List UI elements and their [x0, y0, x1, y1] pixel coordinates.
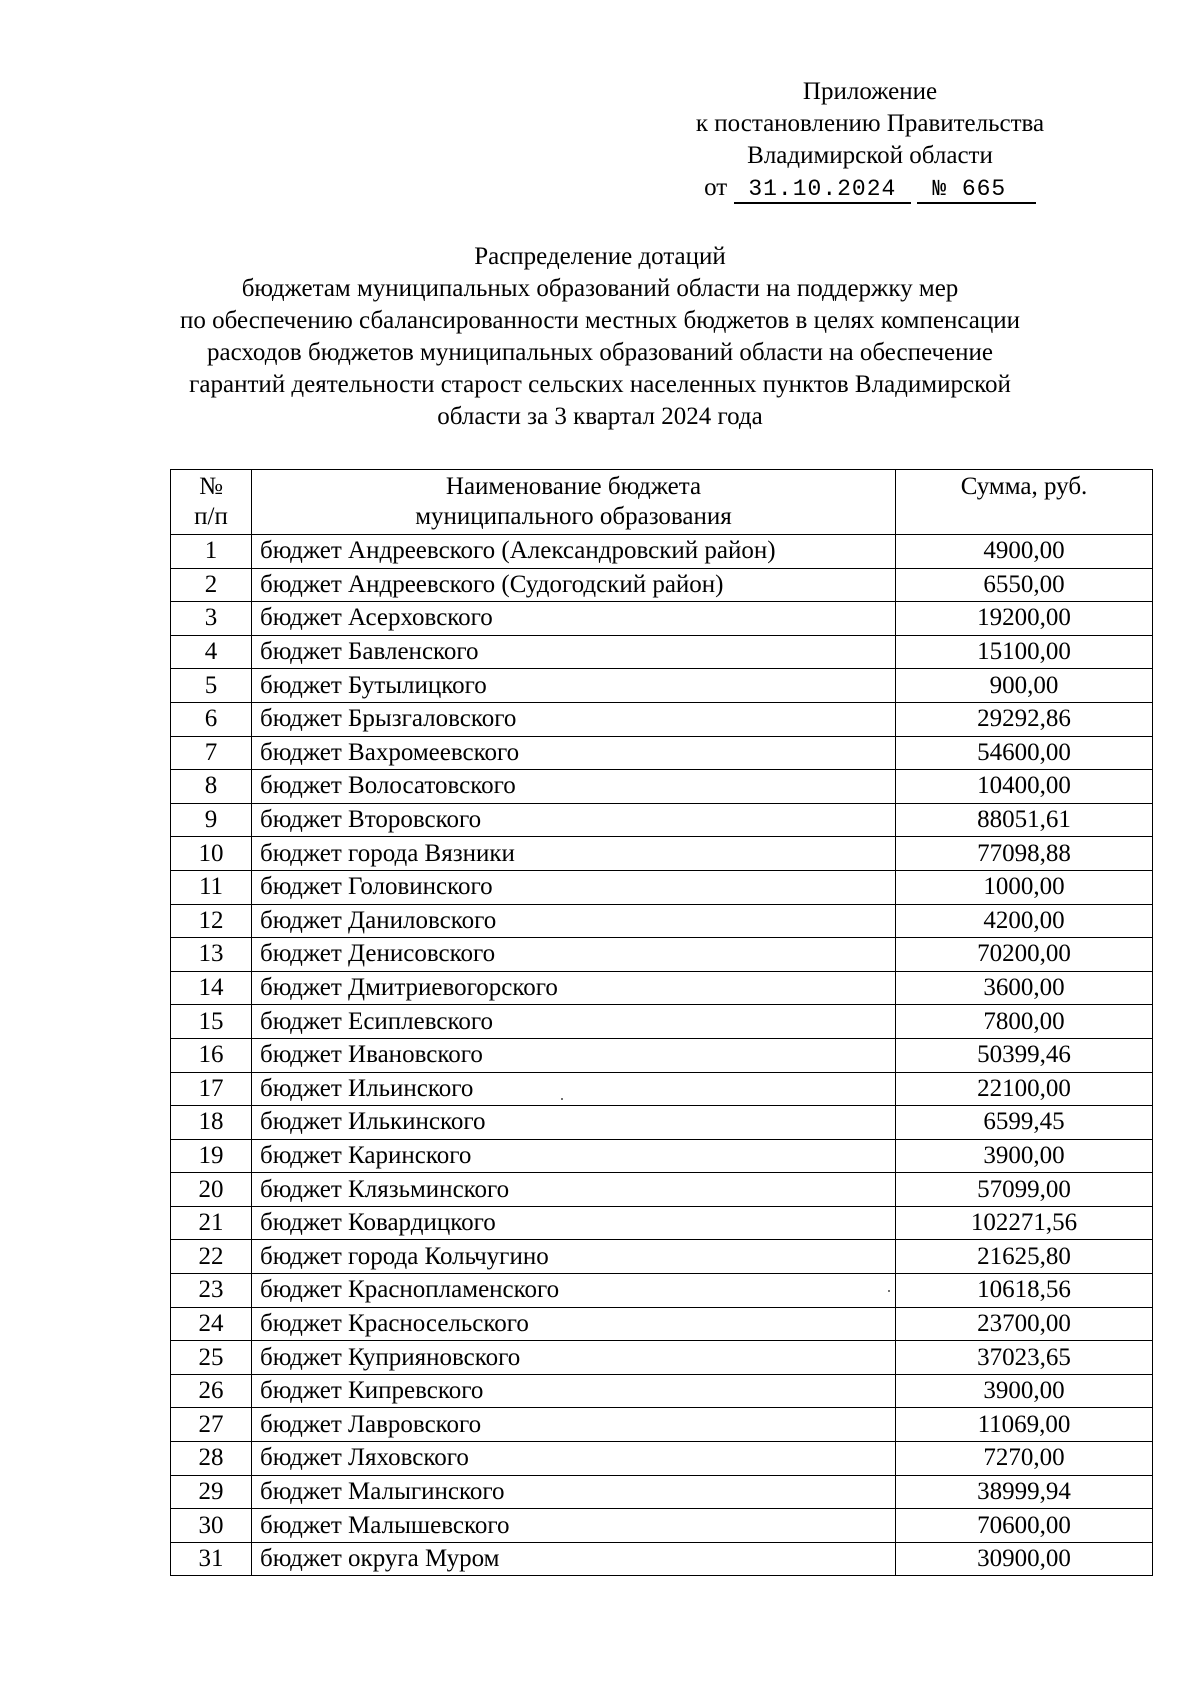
row-sum: 54600,00: [896, 736, 1153, 770]
row-sum: 15100,00: [896, 635, 1153, 669]
table-row: [171, 938, 1153, 972]
row-sum: 70200,00: [896, 938, 1153, 972]
row-number: 20: [171, 1173, 252, 1207]
row-number: 18: [171, 1106, 252, 1140]
scan-speck: [561, 1098, 563, 1100]
table-row: [171, 1005, 1153, 1039]
row-budget-name: бюджет Головинского: [252, 870, 896, 904]
row-budget-name: бюджет Даниловского: [252, 904, 896, 938]
row-number: 13: [171, 938, 252, 972]
table-row: [171, 837, 1153, 871]
row-number: 22: [171, 1240, 252, 1274]
header-sum: Сумма, руб.: [896, 470, 1153, 535]
row-number: 17: [171, 1072, 252, 1106]
table-header-row: [171, 470, 1153, 535]
row-number: 8: [171, 770, 252, 804]
table-row: [171, 602, 1153, 636]
row-sum: 102271,56: [896, 1206, 1153, 1240]
table-row: [171, 1274, 1153, 1308]
row-sum: 3900,00: [896, 1374, 1153, 1408]
row-budget-name: бюджет Красносельского: [252, 1307, 896, 1341]
row-number: 1: [171, 535, 252, 569]
table-row: [171, 1240, 1153, 1274]
row-sum: 19200,00: [896, 602, 1153, 636]
document-title: [130, 241, 1070, 433]
appendix-label: Приложение: [802, 78, 938, 105]
title-line: расходов бюджетов муниципальных образований области на обеспечение: [207, 339, 993, 366]
table-row: [171, 1038, 1153, 1072]
row-number: 4: [171, 635, 252, 669]
row-sum: 29292,86: [896, 702, 1153, 736]
row-sum: 30900,00: [896, 1542, 1153, 1576]
row-sum: 4200,00: [896, 904, 1153, 938]
row-sum: 38999,94: [896, 1475, 1153, 1509]
row-sum: 50399,46: [896, 1038, 1153, 1072]
row-budget-name: бюджет Малышевского: [252, 1509, 896, 1543]
row-budget-name: бюджет округа Муром: [252, 1542, 896, 1576]
row-sum: 88051,61: [896, 803, 1153, 837]
row-sum: 6599,45: [896, 1106, 1153, 1140]
row-sum: 7800,00: [896, 1005, 1153, 1039]
row-sum: 7270,00: [896, 1442, 1153, 1476]
table-row: [171, 1542, 1153, 1576]
row-budget-name: бюджет города Кольчугино: [252, 1240, 896, 1274]
header-number: № п/п: [171, 470, 252, 535]
table-row: [171, 971, 1153, 1005]
date-prefix: от: [704, 174, 728, 201]
row-budget-name: бюджет Малыгинского: [252, 1475, 896, 1509]
table-row: [171, 803, 1153, 837]
row-number: 31: [171, 1542, 252, 1576]
row-number: 19: [171, 1139, 252, 1173]
row-number: 23: [171, 1274, 252, 1308]
table-row: [171, 1307, 1153, 1341]
title-line: гарантий деятельности старост сельских населенных пунктов Владимирской: [189, 371, 1011, 398]
row-budget-name: бюджет Клязьминского: [252, 1173, 896, 1207]
table-row: [171, 1408, 1153, 1442]
row-sum: 3600,00: [896, 971, 1153, 1005]
row-number: 10: [171, 837, 252, 871]
table-row: [171, 1442, 1153, 1476]
row-sum: 10400,00: [896, 770, 1153, 804]
row-budget-name: бюджет Краснопламенского: [252, 1274, 896, 1308]
row-budget-name: бюджет Каринского: [252, 1139, 896, 1173]
row-number: 11: [171, 870, 252, 904]
row-sum: 1000,00: [896, 870, 1153, 904]
row-sum: 6550,00: [896, 568, 1153, 602]
row-number: 6: [171, 702, 252, 736]
row-number: 9: [171, 803, 252, 837]
row-number: 12: [171, 904, 252, 938]
row-budget-name: бюджет Волосатовского: [252, 770, 896, 804]
row-budget-name: бюджет Дмитриевогорского: [252, 971, 896, 1005]
distribution-table: [170, 469, 1153, 1576]
row-sum: 23700,00: [896, 1307, 1153, 1341]
resolution-reference: к постановлению Правительства: [695, 110, 1045, 137]
row-number: 2: [171, 568, 252, 602]
row-sum: 10618,56: [896, 1274, 1153, 1308]
table-row: [171, 1106, 1153, 1140]
row-budget-name: бюджет Андреевского (Александровский район): [252, 535, 896, 569]
table-row: [171, 1173, 1153, 1207]
table-row: [171, 1374, 1153, 1408]
row-number: 24: [171, 1307, 252, 1341]
table-row: [171, 1072, 1153, 1106]
row-sum: 3900,00: [896, 1139, 1153, 1173]
table-row: [171, 535, 1153, 569]
title-line: Распределение дотаций: [474, 243, 726, 270]
table-row: [171, 1509, 1153, 1543]
appendix-header: [640, 76, 1100, 204]
row-sum: 900,00: [896, 669, 1153, 703]
row-number: 26: [171, 1374, 252, 1408]
row-budget-name: бюджет Второвского: [252, 803, 896, 837]
row-budget-name: бюджет Денисовского: [252, 938, 896, 972]
row-number: 29: [171, 1475, 252, 1509]
row-budget-name: бюджет Андреевского (Судогодский район): [252, 568, 896, 602]
row-budget-name: бюджет Асерховского: [252, 602, 896, 636]
row-number: 16: [171, 1038, 252, 1072]
row-number: 28: [171, 1442, 252, 1476]
table-row: [171, 736, 1153, 770]
resolution-date: 31.10.2024: [734, 176, 912, 204]
row-budget-name: бюджет Вахромеевского: [252, 736, 896, 770]
row-sum: 77098,88: [896, 837, 1153, 871]
table-row: [171, 1206, 1153, 1240]
title-line: бюджетам муниципальных образований области на поддержку мер: [241, 275, 959, 302]
row-sum: 37023,65: [896, 1341, 1153, 1375]
row-number: 15: [171, 1005, 252, 1039]
table-row: [171, 669, 1153, 703]
row-number: 27: [171, 1408, 252, 1442]
title-line: области за 3 квартал 2024 года: [437, 403, 763, 430]
header-budget-name: Наименование бюджета муниципального образования: [252, 470, 896, 535]
table-row: [171, 635, 1153, 669]
row-sum: 4900,00: [896, 535, 1153, 569]
row-sum: 11069,00: [896, 1408, 1153, 1442]
table-body: [171, 535, 1153, 1576]
row-number: 14: [171, 971, 252, 1005]
title-line: по обеспечению сбалансированности местных бюджетов в целях компенсации: [180, 307, 1020, 334]
row-budget-name: бюджет Куприяновского: [252, 1341, 896, 1375]
row-budget-name: бюджет Бавленского: [252, 635, 896, 669]
table-row: [171, 870, 1153, 904]
row-number: 3: [171, 602, 252, 636]
row-budget-name: бюджет Илькинского: [252, 1106, 896, 1140]
row-budget-name: бюджет Ильинского: [252, 1072, 896, 1106]
table-row: [171, 1475, 1153, 1509]
row-sum: 21625,80: [896, 1240, 1153, 1274]
row-number: 25: [171, 1341, 252, 1375]
row-budget-name: бюджет Лавровского: [252, 1408, 896, 1442]
row-sum: 57099,00: [896, 1173, 1153, 1207]
row-budget-name: бюджет Брызгаловского: [252, 702, 896, 736]
table-row: [171, 904, 1153, 938]
row-number: 30: [171, 1509, 252, 1543]
row-number: 5: [171, 669, 252, 703]
row-number: 21: [171, 1206, 252, 1240]
table-row: [171, 770, 1153, 804]
row-budget-name: бюджет Ковардицкого: [252, 1206, 896, 1240]
row-sum: 22100,00: [896, 1072, 1153, 1106]
row-budget-name: бюджет Есиплевского: [252, 1005, 896, 1039]
row-budget-name: бюджет Ляховского: [252, 1442, 896, 1476]
scan-speck: [888, 1290, 890, 1292]
table-row: [171, 702, 1153, 736]
table-row: [171, 1139, 1153, 1173]
row-budget-name: бюджет города Вязники: [252, 837, 896, 871]
table-row: [171, 568, 1153, 602]
row-number: 7: [171, 736, 252, 770]
table-row: [171, 1341, 1153, 1375]
row-budget-name: бюджет Ивановского: [252, 1038, 896, 1072]
row-budget-name: бюджет Кипревского: [252, 1374, 896, 1408]
date-number-line: [640, 172, 1100, 204]
row-budget-name: бюджет Бутылицкого: [252, 669, 896, 703]
resolution-number: № 665: [917, 176, 1035, 204]
row-sum: 70600,00: [896, 1509, 1153, 1543]
region-name: Владимирской области: [747, 142, 993, 169]
